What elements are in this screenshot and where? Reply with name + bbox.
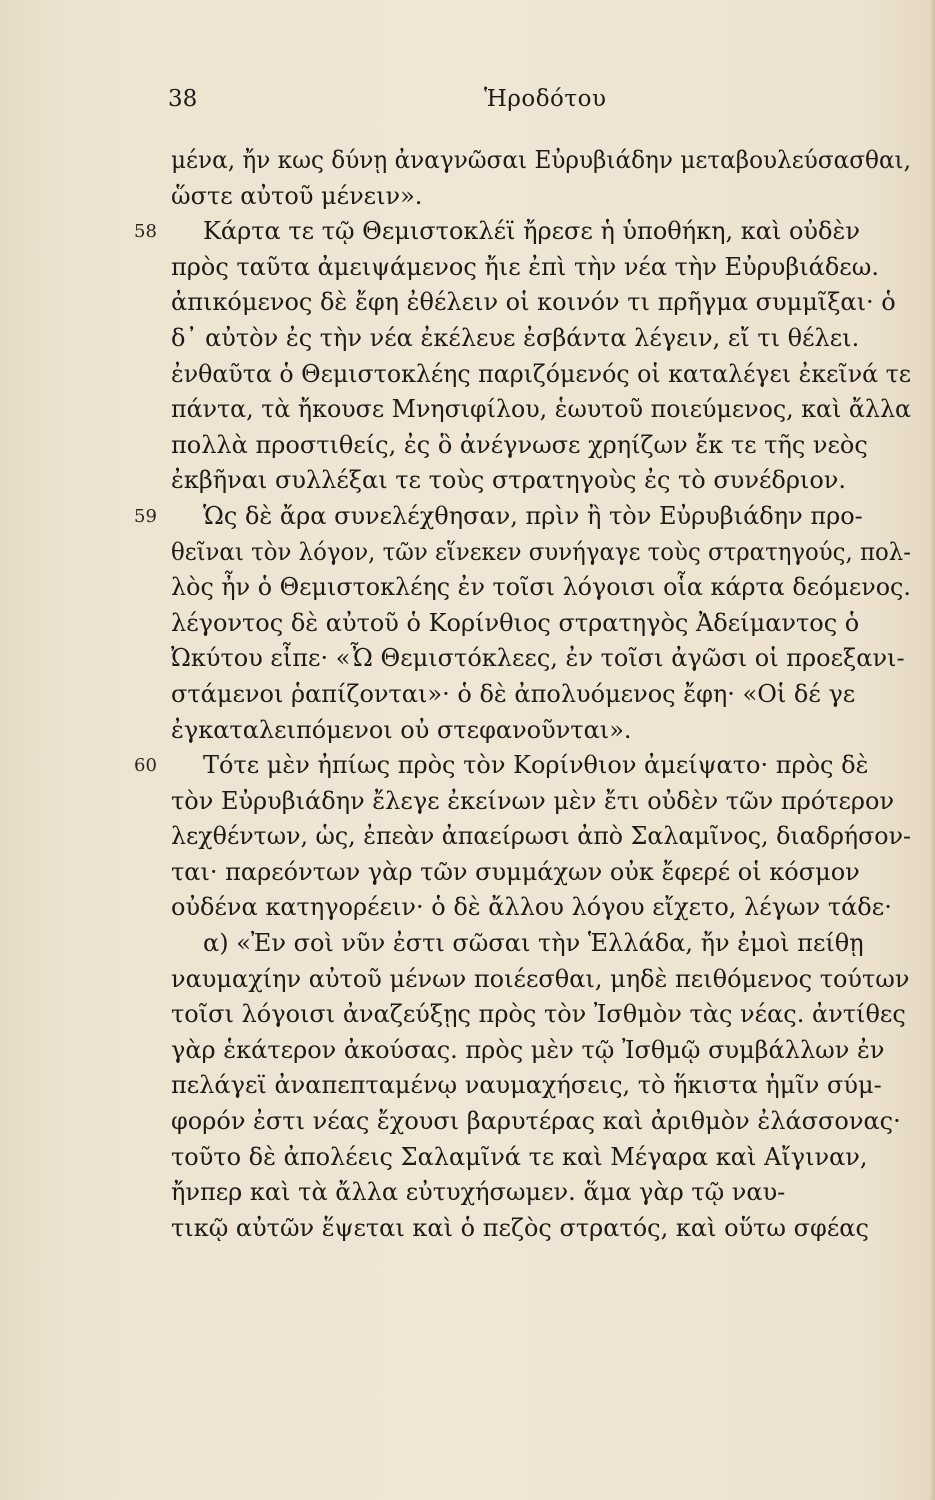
- text-line: [171, 570, 911, 606]
- text-line: [171, 463, 911, 499]
- text-line: [171, 1033, 911, 1069]
- line-text: οὐδένα κατηγορέειν· ὁ δὲ ἄλλου λόγου εἴχετο, λέγων τάδε·: [171, 893, 892, 922]
- text-line: [171, 641, 911, 677]
- text-line: [171, 357, 911, 393]
- line-text: τικῷ αὐτῶν ἕψεται καὶ ὁ πεζὸς στρατός, καὶ οὕτω σφέας: [171, 1213, 869, 1242]
- line-text: Ὠκύτου εἶπε· «Ὦ Θεμιστόκλεες, ἐν τοῖσι ἀγῶσι οἱ προεξανι-: [171, 644, 905, 673]
- text-line: [171, 1068, 911, 1104]
- running-title: Ἡροδότου: [484, 86, 607, 112]
- text-line: [171, 321, 911, 357]
- text-line: [171, 392, 911, 428]
- line-text: λεχθέντων, ὡς, ἐπεὰν ἀπαείρωσι ἀπὸ Σαλαμῖνος, διαδρήσον-: [171, 822, 911, 851]
- line-text: Ὡς δὲ ἄρα συνελέχθησαν, πρὶν ἢ τὸν Εὐρυβιάδην προ-: [203, 501, 863, 530]
- text-line: [171, 677, 911, 713]
- line-text: γὰρ ἑκάτερον ἀκούσας. πρὸς μὲν τῷ Ἰσθμῷ συμβάλλων ἐν: [171, 1035, 885, 1064]
- line-text: ὥστε αὐτοῦ μένειν».: [171, 181, 423, 210]
- line-text: Τότε μὲν ἠπίως πρὸς τὸν Κορίνθιον ἀμείψατο· πρὸς δὲ: [203, 751, 869, 780]
- line-text: πελάγεϊ ἀναπεπταμένῳ ναυμαχήσεις, τὸ ἥκιστα ἡμῖν σύμ-: [171, 1071, 882, 1100]
- line-text: πολλὰ προστιθείς, ἐς ὃ ἀνέγνωσε χρηίζων ἔκ τε τῆς νεὸς: [171, 430, 868, 459]
- line-text: φορόν ἐστι νέας ἔχουσι βαρυτέρας καὶ ἀριθμὸν ἐλάσσονας·: [171, 1107, 901, 1136]
- page-number: 38: [168, 86, 198, 112]
- line-text: τοῖσι λόγοισι ἀναζεύξῃς πρὸς τὸν Ἰσθμὸν τὰς νέας. ἀντίθες: [171, 1000, 906, 1029]
- text-line: [171, 535, 911, 571]
- text-line: [171, 890, 911, 926]
- text-line: [171, 428, 911, 464]
- line-text: πρὸς ταῦτα ἀμειψάμενος ἤιε ἐπὶ τὴν νέα τὴν Εὐρυβιάδεω.: [171, 252, 879, 281]
- line-text: ἐνθαῦτα ὁ Θεμιστοκλέης παριζόμενός οἱ καταλέγει ἐκεῖνά τε: [171, 359, 912, 388]
- text-line: [171, 713, 911, 749]
- line-text: μένα, ἤν κως δύνῃ ἀναγνῶσαι Εὐρυβιάδην μεταβουλεύσασθαι,: [171, 146, 911, 174]
- line-text: ἀπικόμενος δὲ ἔφη ἐθέλειν οἱ κοινόν τι πρῆγμα συμμῖξαι· ὁ: [171, 288, 896, 317]
- line-text: ἐκβῆναι συλλέξαι τε τοὺς στρατηγοὺς ἐς τὸ συνέδριον.: [171, 466, 847, 495]
- line-text: πάντα, τὰ ἤκουσε Μνησιφίλου, ἑωυτοῦ ποιεύμενος, καὶ ἄλλα: [171, 395, 912, 424]
- line-text: λὸς ἦν ὁ Θεμιστοκλέης ἐν τοῖσι λόγοισι οἷα κάρτα δεόμενος.: [171, 573, 911, 602]
- text-line: [134, 499, 911, 535]
- line-text: α) «Ἐν σοὶ νῦν ἐστι σῶσαι τὴν Ἑλλάδα, ἤν ἐμοὶ πείθῃ: [203, 929, 864, 958]
- text-line: [134, 214, 911, 250]
- body-text: [134, 143, 912, 1246]
- section-number: 58: [134, 221, 157, 243]
- line-text: θεῖναι τὸν λόγον, τῶν εἵνεκεν συνήγαγε τοὺς στρατηγούς, πολ-: [171, 537, 911, 566]
- line-text: ἐγκαταλειπόμενοι οὐ στεφανοῦνται».: [171, 715, 632, 744]
- text-line: [171, 285, 911, 321]
- text-line: [171, 606, 911, 642]
- page-edge-shadow: [929, 0, 935, 1500]
- text-line: [171, 250, 911, 286]
- text-line: [171, 855, 911, 891]
- text-line: [134, 748, 911, 784]
- text-line: [171, 997, 911, 1033]
- line-text: στάμενοι ῥαπίζονται»· ὁ δὲ ἀπολυόμενος ἔφη· «Οἱ δέ γε: [171, 679, 856, 708]
- page-header: [0, 86, 935, 116]
- line-text: ναυμαχίην αὐτοῦ μένων ποιέεσθαι, μηδὲ πειθόμενος τούτων: [171, 964, 910, 993]
- section-number: 59: [134, 505, 157, 527]
- line-text: τοῦτο δὲ ἀπολέεις Σαλαμῖνά τε καὶ Μέγαρα καὶ Αἴγιναν,: [171, 1142, 868, 1171]
- text-line: [171, 926, 911, 962]
- text-line: [171, 1175, 911, 1211]
- line-text: δ᾽ αὐτὸν ἐς τὴν νέα ἐκέλευε ἐσβάντα λέγειν, εἴ τι θέλει.: [171, 323, 860, 352]
- text-line: [171, 784, 911, 820]
- line-text: τὸν Εὐρυβιάδην ἔλεγε ἐκείνων μὲν ἔτι οὐδὲν τῶν πρότερον: [171, 786, 895, 815]
- text-line: [171, 143, 911, 179]
- text-line: [171, 1211, 911, 1247]
- line-text: ται· παρεόντων γὰρ τῶν συμμάχων οὐκ ἔφερέ οἱ κόσμον: [171, 857, 860, 886]
- line-text: Κάρτα τε τῷ Θεμιστοκλέϊ ἤρεσε ἡ ὑποθήκη, καὶ οὐδὲν: [203, 217, 860, 246]
- text-line: [171, 179, 911, 215]
- line-text: λέγοντος δὲ αὐτοῦ ὁ Κορίνθιος στρατηγὸς Ἀδείμαντος ὁ: [171, 608, 860, 637]
- text-line: [171, 962, 911, 998]
- text-line: [171, 1104, 911, 1140]
- text-line: [171, 819, 911, 855]
- line-text: ἤνπερ καὶ τὰ ἄλλα εὐτυχήσωμεν. ἅμα γὰρ τῷ ναυ-: [171, 1178, 786, 1207]
- section-number: 60: [134, 755, 157, 777]
- text-line: [171, 1140, 911, 1176]
